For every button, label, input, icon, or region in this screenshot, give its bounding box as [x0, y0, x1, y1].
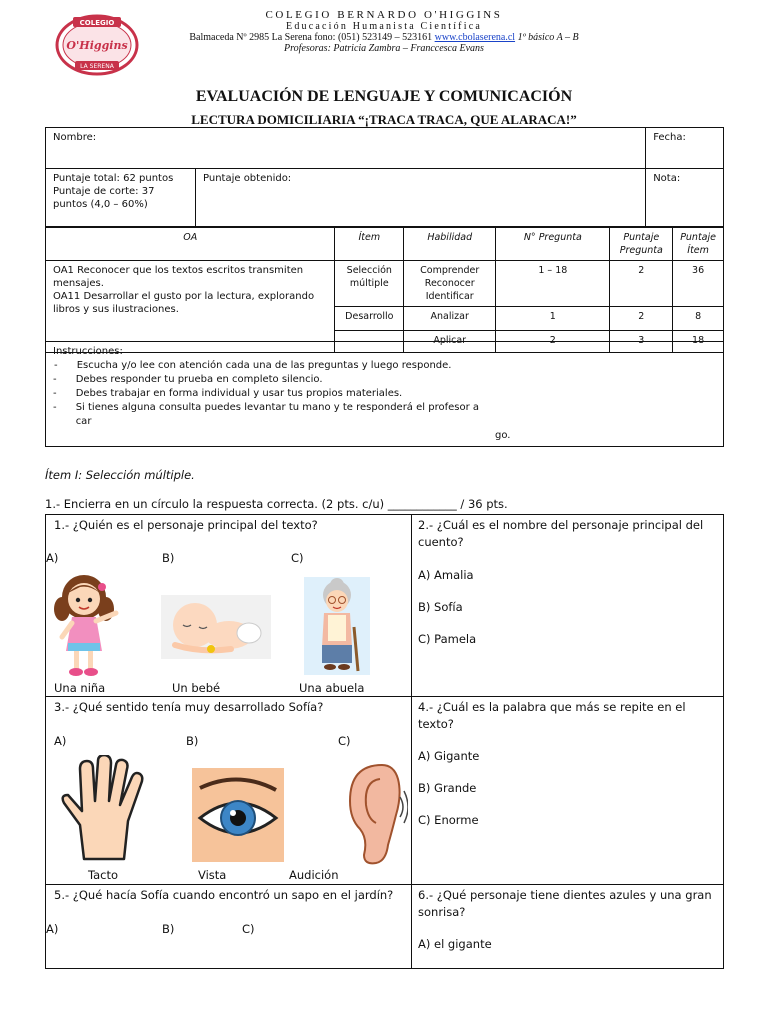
baby-illustration — [161, 595, 271, 659]
exam-title: EVALUACIÓN DE LENGUAJE Y COMUNICACIÓN — [195, 88, 573, 105]
row3-skill: Aplicar — [404, 331, 496, 353]
school-address: Balmaceda Nº 2985 La Serena fono: (051) 523149 – 523161 — [189, 32, 435, 43]
q4-option-c[interactable]: C) Enorme — [418, 813, 479, 827]
section-title: Ítem I: Selección múltiple. — [45, 468, 195, 482]
instructions-box: Instrucciones: - Escucha y/o lee con atención cada una de las preguntas y luego responde. - Debes responder tu prueba en completo silencio. - Debes trabajar en forma individual y usar tus propios materiales. - Si tienes alguna consulta puedes levantar tu mano y te responderá el profesor a car go. — [45, 341, 724, 447]
q3-label-c: Audición — [289, 868, 339, 882]
hand-illustration — [58, 755, 146, 863]
teachers-line: Profesoras: Patricia Zambra – Franccesca Evans — [284, 43, 484, 54]
q5-option-b[interactable]: B) — [162, 922, 175, 936]
question-5: 5.- ¿Qué hacía Sofía cuando encontró un sapo en el jardín? A) B) C) — [46, 885, 412, 969]
row1-question: 1 – 18 — [496, 261, 610, 307]
row2-item: Desarrollo — [335, 307, 404, 331]
svg-text:COLEGIO: COLEGIO — [79, 19, 115, 27]
specification-table — [45, 227, 724, 353]
exam-subtitle: LECTURA DOMICILIARIA “¡TRACA TRACA, QUE ALARACA!” — [191, 112, 577, 127]
school-website-link[interactable]: www.cbolaserena.cl — [434, 32, 516, 43]
oa-objectives: OA1 Reconocer que los textos escritos transmiten mensajes. OA11 Desarrollar el gusto por la lectura, explorando libros y sus ilustraciones. — [46, 261, 335, 353]
grandma-illustration — [304, 577, 370, 675]
q3-option-b[interactable]: B) — [186, 734, 199, 748]
instruction-tail: go. — [495, 430, 511, 441]
row2-item-score: 8 — [673, 307, 724, 331]
header-item-score: Puntaje Ítem — [673, 228, 724, 261]
q5-option-c[interactable]: C) — [242, 922, 255, 936]
row3-item-score: 18 — [673, 331, 724, 353]
name-field[interactable]: Nombre: — [46, 128, 646, 169]
row2-question: 1 — [496, 307, 610, 331]
q1-label-b: Un bebé — [172, 681, 221, 695]
instruction-item: - Escucha y/o lee con atención cada una de las preguntas y luego responde. — [54, 360, 452, 371]
question-4: 4.- ¿Cuál es la palabra que más se repite en el texto? A) Gigante B) Grande C) Enorme — [412, 697, 724, 885]
question-2: 2.- ¿Cuál es el nombre del personaje principal del cuento? A) Amalia B) Sofía C) Pamela — [412, 515, 724, 697]
header-oa: OA — [46, 228, 335, 261]
question-6: 6.- ¿Qué personaje tiene dientes azules y una gran sonrisa? A) el gigante — [412, 885, 724, 969]
instruction-item: - Debes trabajar en forma individual y usar tus propios materiales. — [53, 388, 403, 399]
row2-question-score: 2 — [610, 307, 673, 331]
section-instruction: 1.- Encierra en un círculo la respuesta correcta. (2 pts. c/u) ____________ / 36 pts. — [45, 497, 508, 511]
row3-question: 2 — [496, 331, 610, 353]
q1-option-a[interactable]: A) — [46, 551, 59, 565]
row1-item-score: 36 — [673, 261, 724, 307]
q5-option-a[interactable]: A) — [46, 922, 59, 936]
obtained-score-field[interactable]: Puntaje obtenido: — [196, 169, 646, 227]
q3-label-b: Vista — [198, 868, 227, 882]
question-3: 3.- ¿Qué sentido tenía muy desarrollado Sofía? A) B) C) Tacto Vista Audición — [46, 697, 412, 885]
school-contact — [0, 32, 768, 43]
total-score-cell: Puntaje total: 62 puntos Puntaje de corte: 37 puntos (4,0 – 60%) — [46, 169, 196, 227]
q4-option-b[interactable]: B) Grande — [418, 781, 477, 795]
row1-item: Selección múltiple — [335, 261, 404, 307]
row1-skill: Comprender Reconocer Identificar — [404, 261, 496, 307]
girl-illustration — [50, 571, 126, 679]
row3-question-score: 3 — [610, 331, 673, 353]
q2-option-c[interactable]: C) Pamela — [418, 632, 477, 646]
course-label: 1º básico A – B — [515, 32, 579, 43]
header-question-score: Puntaje Pregunta — [610, 228, 673, 261]
q1-option-c[interactable]: C) — [291, 551, 304, 565]
eye-illustration — [192, 768, 284, 862]
school-name: COLEGIO BERNARDO O'HIGGINS — [265, 9, 503, 21]
q1-label-c: Una abuela — [299, 681, 365, 695]
header-question-number: N° Pregunta — [496, 228, 610, 261]
instruction-item: - Si tienes alguna consulta puedes levantar tu mano y te responderá el profesor a car — [53, 402, 479, 427]
q1-option-b[interactable]: B) — [162, 551, 175, 565]
svg-text:O'Higgins: O'Higgins — [66, 39, 128, 52]
grade-field[interactable]: Nota: — [646, 169, 724, 227]
question-1: 1.- ¿Quién es el personaje principal del texto? A) B) C) Una niña Un bebé Una abuela — [46, 515, 412, 697]
school-subtitle: Educación Humanista Científica — [286, 21, 482, 32]
instruction-item: - Debes responder tu prueba en completo silencio. — [53, 374, 323, 385]
date-field[interactable]: Fecha: — [646, 128, 724, 169]
row2-skill: Analizar — [404, 307, 496, 331]
q6-option-a[interactable]: A) el gigante — [418, 937, 492, 951]
q3-option-c[interactable]: C) — [338, 734, 351, 748]
q1-label-a: Una niña — [54, 681, 106, 695]
row1-question-score: 2 — [610, 261, 673, 307]
header-item: Ítem — [335, 228, 404, 261]
svg-text:LA SERENA: LA SERENA — [80, 63, 114, 70]
q2-option-a[interactable]: A) Amalia — [418, 568, 474, 582]
q4-option-a[interactable]: A) Gigante — [418, 749, 480, 763]
q2-option-b[interactable]: B) Sofía — [418, 600, 463, 614]
q3-label-a: Tacto — [88, 868, 119, 882]
questions-grid — [45, 514, 724, 969]
ear-illustration — [342, 757, 408, 869]
q3-option-a[interactable]: A) — [54, 734, 67, 748]
student-info-table — [45, 127, 724, 227]
header-skill: Habilidad — [404, 228, 496, 261]
